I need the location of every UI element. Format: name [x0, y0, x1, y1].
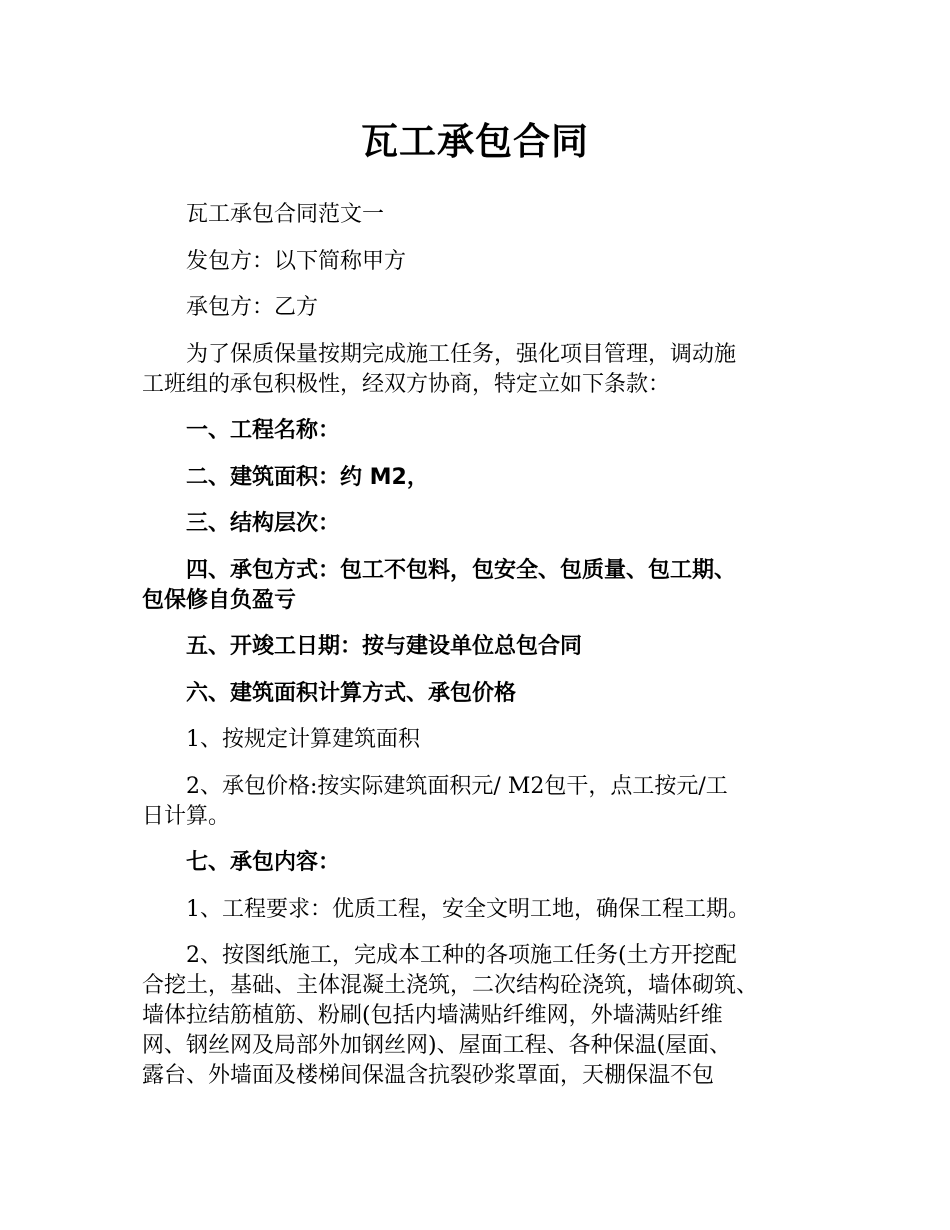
paragraph-14: 2、按图纸施工，完成本工种的各项施工任务(土方开挖配 合挖土，基础、主体混凝土浇筑，二次结构砼浇筑，墙体砌筑、 墙体拉结筋植筋、粉刷(包括内墙满贴纤维网，外墙满贴纤维 网、钢丝网及局部外加钢丝网)、屋面工程、各种保温(屋面、 露台、外墙面及楼梯间保温含抗裂砂浆罩面，天棚保温不包: [142, 943, 759, 1088]
paragraph-0: 瓦工承包合同范文一: [186, 202, 385, 227]
section-heading-7: 七、承包内容：: [186, 850, 341, 875]
paragraph-11: 2、承包价格:按实际建筑面积元/ M2包干，点工按元/工 日计算。: [142, 773, 728, 829]
paragraph-13: 1、工程要求：优质工程，安全文明工地，确保工程工期。: [186, 896, 750, 922]
section-heading-1: 一、工程名称：: [186, 418, 341, 443]
paragraph-2: 承包方：乙方: [186, 295, 319, 320]
paragraph-10: 1、按规定计算建筑面积: [186, 727, 420, 752]
paragraph-3: 为了保质保量按期完成施工任务，强化项目管理，调动施 工班组的承包积极性，经双方协商，特定立如下条款：: [142, 341, 737, 397]
section-heading-4: 四、承包方式：包工不包料，包安全、包质量、包工期、 包保修自负盈亏: [142, 557, 737, 613]
section-heading-2: 二、建筑面积：约 M2，: [186, 464, 429, 490]
document-title: 瓦工承包合同: [361, 120, 589, 163]
document-body: [142, 200, 832, 1108]
paragraph-1: 发包方：以下简称甲方: [186, 248, 407, 274]
section-heading-6: 六、建筑面积计算方式、承包价格: [186, 680, 517, 706]
section-heading-3: 三、结构层次：: [186, 511, 341, 536]
section-heading-5: 五、开竣工日期：按与建设单位总包合同: [186, 634, 583, 659]
